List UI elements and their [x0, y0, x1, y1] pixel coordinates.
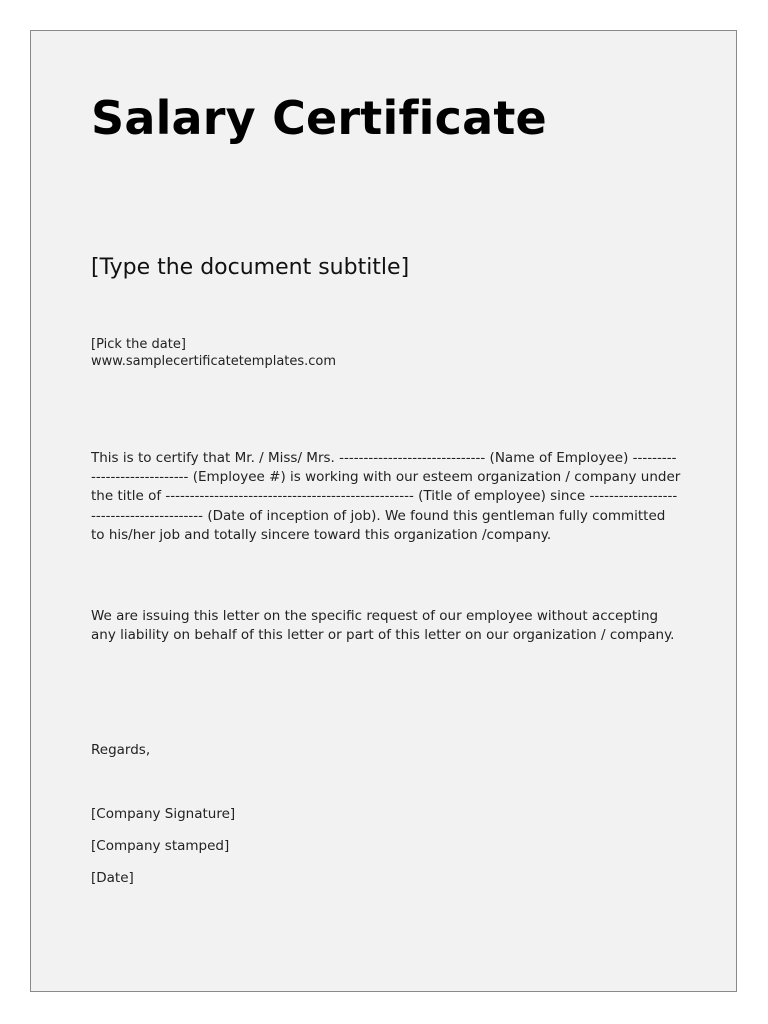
document-subtitle: [Type the document subtitle] — [91, 255, 410, 280]
document-title: Salary Certificate — [91, 91, 547, 145]
company-stamp: [Company stamped] — [91, 838, 230, 854]
issuance-paragraph: We are issuing this letter on the specific request of our employee without accepting any liability on behalf of this letter or part of this letter on our organization / company. — [91, 608, 675, 644]
company-signature: [Company Signature] — [91, 806, 236, 822]
closing-text: Regards, — [91, 742, 151, 758]
footer-date: [Date] — [91, 870, 134, 886]
document-meta — [91, 336, 336, 370]
date-placeholder: [Pick the date] — [91, 337, 186, 352]
document-page — [30, 30, 737, 992]
website-text: www.samplecertificatetemplates.com — [91, 354, 337, 369]
certification-paragraph: This is to certify that Mr. / Miss/ Mrs. ------------------------------ (Name of Employee) ----------------------------- (Employee #) is working with our esteem organization / company under the title of --------------------------------------------------- (Title of employee) since ----------------------------------------- (Date of inception of job). We found this gentleman fully committed to his/her job and totally sincere toward this organization /company. — [91, 450, 681, 543]
